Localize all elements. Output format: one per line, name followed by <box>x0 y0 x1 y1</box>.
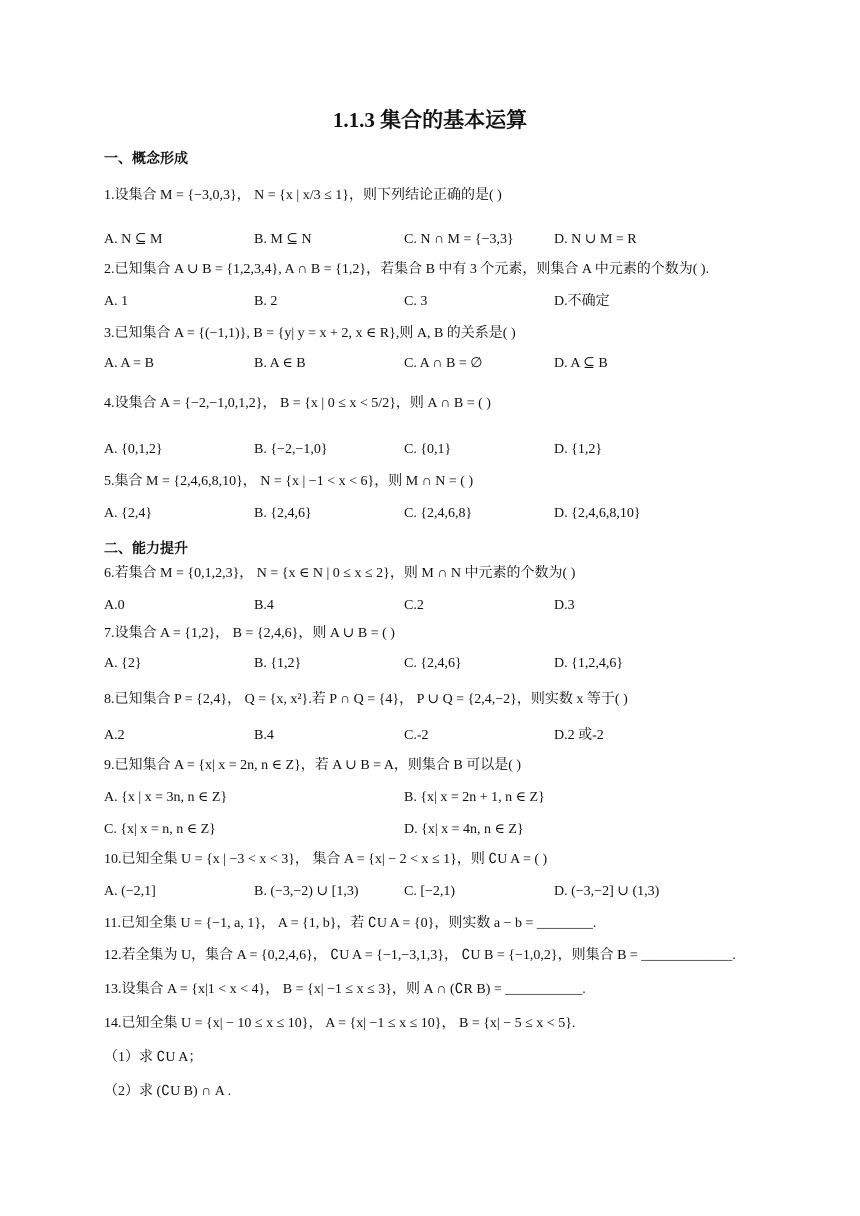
q2-option-a: A. 1 <box>104 294 129 309</box>
q2-option-b: B. 2 <box>254 294 278 309</box>
q7-option-c: C. {2,4,6} <box>404 656 462 671</box>
q1-option-a: A. N ⊆ M <box>104 232 163 247</box>
q8-option-d: D.2 或-2 <box>554 728 604 743</box>
q3-option-a: A. A = B <box>104 356 154 371</box>
q4-option-d: D. {1,2} <box>554 442 603 457</box>
q3-option-c: C. A ∩ B = ∅ <box>404 356 483 371</box>
q8-option-c: C.-2 <box>404 728 429 743</box>
q5-option-b: B. {2,4,6} <box>254 506 312 521</box>
question-13: 13.设集合 A = {x|1 < x < 4}， B = {x| −1 ≤ x ≤ 3}，则 A ∩ (∁R B) = ___________. <box>104 982 586 997</box>
q1-option-d: D. N ∪ M = R <box>554 232 637 247</box>
q2-option-c: C. 3 <box>404 294 428 309</box>
question-11: 11.已知全集 U = {−1, a, 1}， A = {1, b}，若 ∁U A = {0}，则实数 a − b = ________. <box>104 916 597 931</box>
q3-option-b: B. A ∈ B <box>254 356 306 371</box>
section-heading-1: 一、概念形成 <box>104 151 188 167</box>
question-14: 14.已知全集 U = {x| − 10 ≤ x ≤ 10}， A = {x| −1 ≤ x ≤ 10}， B = {x| − 5 ≤ x < 5}. <box>104 1016 576 1031</box>
q5-option-c: C. {2,4,6,8} <box>404 506 473 521</box>
section-heading-2: 二、能力提升 <box>104 541 188 557</box>
q9-option-d: D. {x| x = 4n, n ∈ Z} <box>404 822 524 837</box>
q1-option-b: B. M ⊆ N <box>254 232 312 247</box>
q5-option-d: D. {2,4,6,8,10} <box>554 506 641 521</box>
page-title: 1.1.3 集合的基本运算 <box>332 108 528 132</box>
question-5: 5.集合 M = {2,4,6,8,10}， N = {x | −1 < x < 6}，则 M ∩ N = ( ) <box>104 474 474 489</box>
q4-option-b: B. {−2,−1,0} <box>254 442 328 457</box>
question-12: 12.若全集为 U，集合 A = {0,2,4,6}， ∁U A = {−1,−3,1,3}， ∁U B = {−1,0,2}，则集合 B = _____________. <box>104 948 736 963</box>
q1-option-c: C. N ∩ M = {−3,3} <box>404 232 514 247</box>
question-1: 1.设集合 M = {−3,0,3}， N = {x | x/3 ≤ 1}，则下列结论正确的是( ) <box>104 188 502 203</box>
q2-option-d: D.不确定 <box>554 294 610 309</box>
q6-option-a: A.0 <box>104 598 125 613</box>
q7-option-b: B. {1,2} <box>254 656 302 671</box>
question-2: 2.已知集合 A ∪ B = {1,2,3,4}, A ∩ B = {1,2}，若集合 B 中有 3 个元素，则集合 A 中元素的个数为( ). <box>104 262 710 277</box>
q7-option-d: D. {1,2,4,6} <box>554 656 624 671</box>
q5-option-a: A. {2,4} <box>104 506 153 521</box>
q7-option-a: A. {2} <box>104 656 142 671</box>
q8-option-a: A.2 <box>104 728 125 743</box>
q9-option-c: C. {x| x = n, n ∈ Z} <box>104 822 216 837</box>
q6-option-c: C.2 <box>404 598 424 613</box>
question-8: 8.已知集合 P = {2,4}， Q = {x, x²}.若 P ∩ Q = {4}， P ∪ Q = {2,4,−2}，则实数 x 等于( ) <box>104 692 628 707</box>
q9-option-b: B. {x| x = 2n + 1, n ∈ Z} <box>404 790 545 805</box>
q4-option-a: A. {0,1,2} <box>104 442 163 457</box>
question-3: 3.已知集合 A = {(−1,1)}, B = {y| y = x + 2, x ∈ R},则 A, B 的关系是( ) <box>104 326 516 341</box>
q9-option-a: A. {x | x = 3n, n ∈ Z} <box>104 790 228 805</box>
q10-option-d: D. (−3,−2] ∪ (1,3) <box>554 884 660 899</box>
q3-option-d: D. A ⊆ B <box>554 356 608 371</box>
q14-part-2: （2）求 (∁U B) ∩ A . <box>104 1084 232 1099</box>
q6-option-d: D.3 <box>554 598 575 613</box>
q8-option-b: B.4 <box>254 728 274 743</box>
q6-option-b: B.4 <box>254 598 274 613</box>
q10-option-a: A. (−2,1] <box>104 884 156 899</box>
question-6: 6.若集合 M = {0,1,2,3}， N = {x ∈ N | 0 ≤ x ≤ 2}，则 M ∩ N 中元素的个数为( ) <box>104 566 576 581</box>
q10-option-c: C. [−2,1) <box>404 884 456 899</box>
q4-option-c: C. {0,1} <box>404 442 452 457</box>
q14-part-1: （1）求 ∁U A； <box>104 1050 203 1065</box>
question-7: 7.设集合 A = {1,2}， B = {2,4,6}，则 A ∪ B = ( ) <box>104 626 395 641</box>
q10-option-b: B. (−3,−2) ∪ [1,3) <box>254 884 359 899</box>
question-4: 4.设集合 A = {−2,−1,0,1,2}， B = {x | 0 ≤ x < 5/2}，则 A ∩ B = ( ) <box>104 396 491 411</box>
question-9: 9.已知集合 A = {x| x = 2n, n ∈ Z}，若 A ∪ B = A，则集合 B 可以是( ) <box>104 758 522 773</box>
question-10: 10.已知全集 U = {x | −3 < x < 3}， 集合 A = {x| − 2 < x ≤ 1}，则 ∁U A = ( ) <box>104 852 548 867</box>
